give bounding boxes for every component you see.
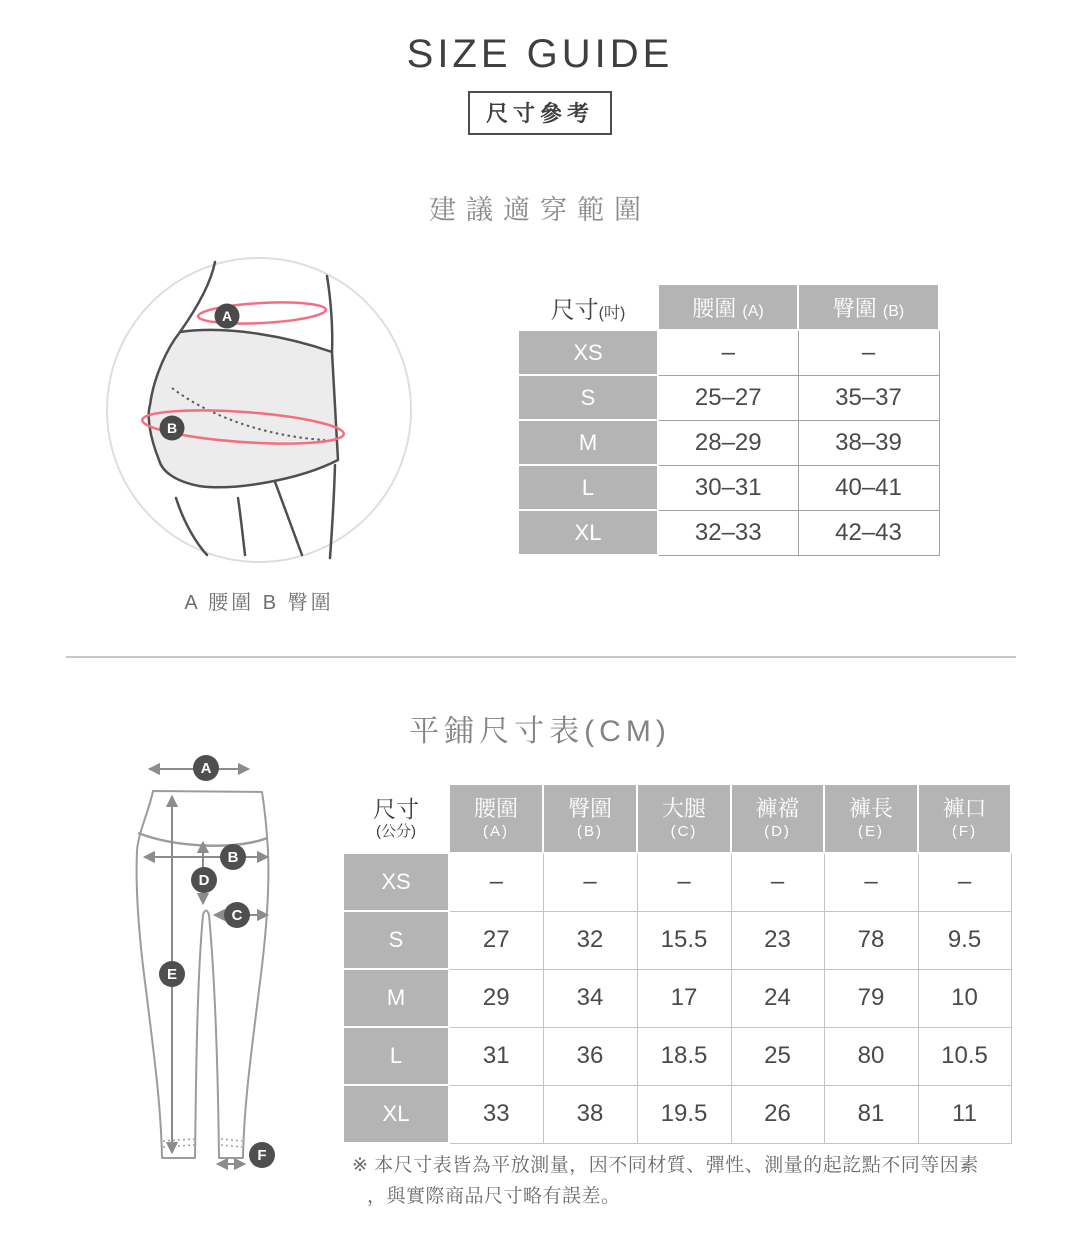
size-label-cell: M xyxy=(343,969,449,1027)
size-label-cell: L xyxy=(518,465,658,510)
fit-section-heading: 建議適穿範圍 xyxy=(429,195,651,225)
value-cell: – xyxy=(918,853,1011,911)
waist-header-cell: 腰圍 (A) xyxy=(449,784,543,853)
table-row xyxy=(518,510,939,555)
waist-value-cell: 32–33 xyxy=(658,510,798,555)
table-row xyxy=(343,1027,1011,1085)
header-row xyxy=(518,284,939,330)
value-cell: 29 xyxy=(449,969,543,1027)
hip-measure-illustration xyxy=(104,255,414,565)
table-row xyxy=(343,969,1011,1027)
size-label-cell: S xyxy=(518,375,658,420)
table-row xyxy=(518,375,939,420)
value-cell: 38 xyxy=(543,1085,637,1143)
waist-header-cell: 腰圍 (A) xyxy=(658,284,798,330)
waist-value-cell: – xyxy=(658,330,798,375)
value-cell: 18.5 xyxy=(637,1027,731,1085)
value-cell: – xyxy=(637,853,731,911)
value-cell: 19.5 xyxy=(637,1085,731,1143)
size-reference-badge-wrap xyxy=(0,91,1080,135)
size-label-cell: XS xyxy=(518,330,658,375)
hip-header-cell: 臀圍 (B) xyxy=(798,284,939,330)
value-cell: 36 xyxy=(543,1027,637,1085)
value-cell: – xyxy=(731,853,824,911)
waist-value-cell: 25–27 xyxy=(658,375,798,420)
svg-text:A: A xyxy=(200,760,212,777)
value-cell: 34 xyxy=(543,969,637,1027)
value-cell: 11 xyxy=(918,1085,1011,1143)
value-cell: 25 xyxy=(731,1027,824,1085)
rise-header-cell: 褲襠 (D) xyxy=(731,784,824,853)
value-cell: 79 xyxy=(824,969,918,1027)
shorts-shape xyxy=(149,330,338,487)
leggings-marker-badges xyxy=(159,755,275,1168)
svg-text:B: B xyxy=(227,849,239,866)
fit-illustration-caption: A 腰圍 B 臀圍 xyxy=(184,592,334,614)
waist-value-cell: 28–29 xyxy=(658,420,798,465)
flat-section-heading: 平鋪尺寸表(CM) xyxy=(409,715,671,748)
measure-arrow-b xyxy=(145,853,267,862)
hip-value-cell: – xyxy=(798,330,939,375)
table-row xyxy=(343,911,1011,969)
marker-badge-f xyxy=(249,1142,275,1168)
size-header-cell: 尺寸(吋) xyxy=(518,284,658,330)
value-cell: 26 xyxy=(731,1085,824,1143)
hip-value-cell: 40–41 xyxy=(798,465,939,510)
hip-value-cell: 42–43 xyxy=(798,510,939,555)
measure-arrow-f xyxy=(218,1160,244,1169)
leg-opening-header-cell: 褲口 (F) xyxy=(918,784,1011,853)
size-label-cell: XL xyxy=(518,510,658,555)
svg-text:C: C xyxy=(231,907,243,924)
value-cell: 31 xyxy=(449,1027,543,1085)
thigh-header-cell: 大腿 (C) xyxy=(637,784,731,853)
marker-badge-e xyxy=(159,961,185,987)
value-cell: 78 xyxy=(824,911,918,969)
marker-badge-a xyxy=(215,304,240,329)
marker-badge-d xyxy=(191,867,217,893)
svg-text:F: F xyxy=(257,1147,267,1164)
size-label-cell: XS xyxy=(343,853,449,911)
size-label-cell: L xyxy=(343,1027,449,1085)
size-header-cell: 尺寸 (公分) xyxy=(343,784,449,853)
hip-header-cell: 臀圍 (B) xyxy=(543,784,637,853)
value-cell: – xyxy=(543,853,637,911)
value-cell: – xyxy=(449,853,543,911)
value-cell: 33 xyxy=(449,1085,543,1143)
header-row xyxy=(343,784,1011,853)
table-row xyxy=(518,420,939,465)
table-row xyxy=(343,853,1011,911)
svg-text:A: A xyxy=(221,308,233,324)
fit-range-table xyxy=(517,283,940,556)
value-cell: 80 xyxy=(824,1027,918,1085)
svg-text:D: D xyxy=(198,872,210,889)
value-cell: 15.5 xyxy=(637,911,731,969)
length-header-cell: 褲長 (E) xyxy=(824,784,918,853)
leggings-measure-illustration xyxy=(120,745,360,1175)
page-title: SIZE GUIDE xyxy=(406,32,674,76)
hip-value-cell: 35–37 xyxy=(798,375,939,420)
value-cell: – xyxy=(824,853,918,911)
marker-badge-a xyxy=(193,755,219,781)
marker-badge-c xyxy=(224,902,250,928)
size-note-line1: ※ 本尺寸表皆為平放測量，因不同材質、彈性、測量的起訖點不同等因素 xyxy=(352,1155,979,1176)
value-cell: 17 xyxy=(637,969,731,1027)
value-cell: 24 xyxy=(731,969,824,1027)
value-cell: 32 xyxy=(543,911,637,969)
flat-size-table xyxy=(342,783,1012,1144)
svg-text:E: E xyxy=(166,966,178,983)
table-row xyxy=(518,465,939,510)
table-row xyxy=(343,1085,1011,1143)
size-reference-badge: 尺寸參考 xyxy=(468,91,612,135)
size-label-cell: XL xyxy=(343,1085,449,1143)
size-label-cell: M xyxy=(518,420,658,465)
size-label-cell: S xyxy=(343,911,449,969)
value-cell: 9.5 xyxy=(918,911,1011,969)
table-row xyxy=(518,330,939,375)
value-cell: 10.5 xyxy=(918,1027,1011,1085)
size-note xyxy=(352,1150,1012,1212)
value-cell: 10 xyxy=(918,969,1011,1027)
waist-value-cell: 30–31 xyxy=(658,465,798,510)
value-cell: 27 xyxy=(449,911,543,969)
svg-text:B: B xyxy=(166,420,178,436)
marker-badge-b xyxy=(160,416,185,441)
hip-value-cell: 38–39 xyxy=(798,420,939,465)
value-cell: 81 xyxy=(824,1085,918,1143)
section-divider xyxy=(66,656,1016,658)
value-cell: 23 xyxy=(731,911,824,969)
size-note-line2: ，與實際商品尺寸略有誤差。 xyxy=(367,1186,621,1207)
marker-badge-b xyxy=(220,844,246,870)
